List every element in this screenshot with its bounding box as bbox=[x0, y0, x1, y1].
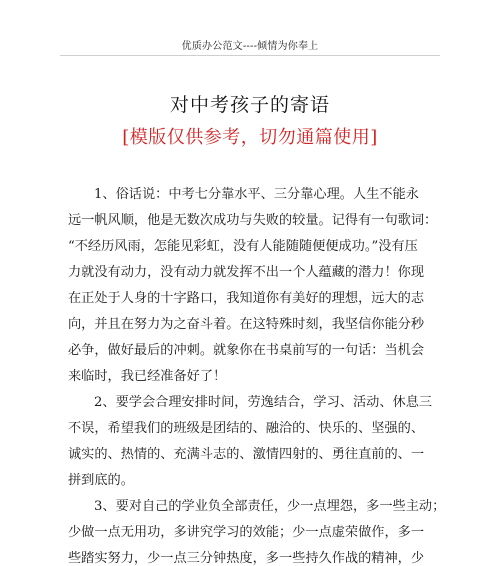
body-line: 在正处于人身的十字路口，我知道你有美好的理想，远大的志 bbox=[68, 291, 425, 306]
body-line: 不误，希望我们的班级是团结的、融洽的、快乐的、坚强的、 bbox=[68, 421, 425, 436]
body-line: 3、要对自己的学业负全部责任，少一点埋怨，多一些主动； bbox=[94, 499, 446, 514]
page-header: 优质办公范文----倾情为你奉上 bbox=[181, 41, 319, 52]
body-line: 2、要学会合理安排时间，劳逸结合，学习、活动、休息三 bbox=[94, 395, 433, 410]
body-line: 拼到底的。 bbox=[68, 473, 134, 488]
document-subtitle: [模版仅供参考，切勿通篇使用] bbox=[122, 127, 378, 148]
document-title: 对中考孩子的寄语 bbox=[169, 94, 330, 116]
body-line: 必争，做好最后的冲刺。就象你在书桌前写的一句话：当机会 bbox=[68, 343, 425, 358]
body-line: 向，并且在努力为之奋斗着。在这特殊时刻，我坚信你能分秒 bbox=[68, 317, 425, 332]
body-line: 些踏实努力，少一点三分钟热度，多一些持久作战的精神，少 bbox=[68, 551, 425, 566]
document-body bbox=[68, 182, 446, 566]
body-line: 远一帆风顺，他是无数次成功与失败的较量。记得有一句歌词： bbox=[68, 213, 438, 228]
header-divider bbox=[60, 55, 440, 56]
body-line: “不经历风雨，怎能见彩虹，没有人能随随便便成功。”没有压 bbox=[68, 239, 418, 254]
body-line: 诚实的、热情的、充满斗志的、激情四射的、勇往直前的、一 bbox=[68, 447, 425, 462]
body-line: 少做一点无用功，多讲究学习的效能；少一点虚荣做作，多一 bbox=[68, 525, 425, 540]
body-line: 1、俗话说：中考七分靠水平、三分靠心理。人生不能永 bbox=[94, 187, 419, 202]
body-line: 力就没有动力，没有动力就发挥不出一个人蕴藏的潜力！你现 bbox=[68, 265, 425, 280]
body-line: 来临时，我已经准备好了！ bbox=[68, 369, 227, 384]
